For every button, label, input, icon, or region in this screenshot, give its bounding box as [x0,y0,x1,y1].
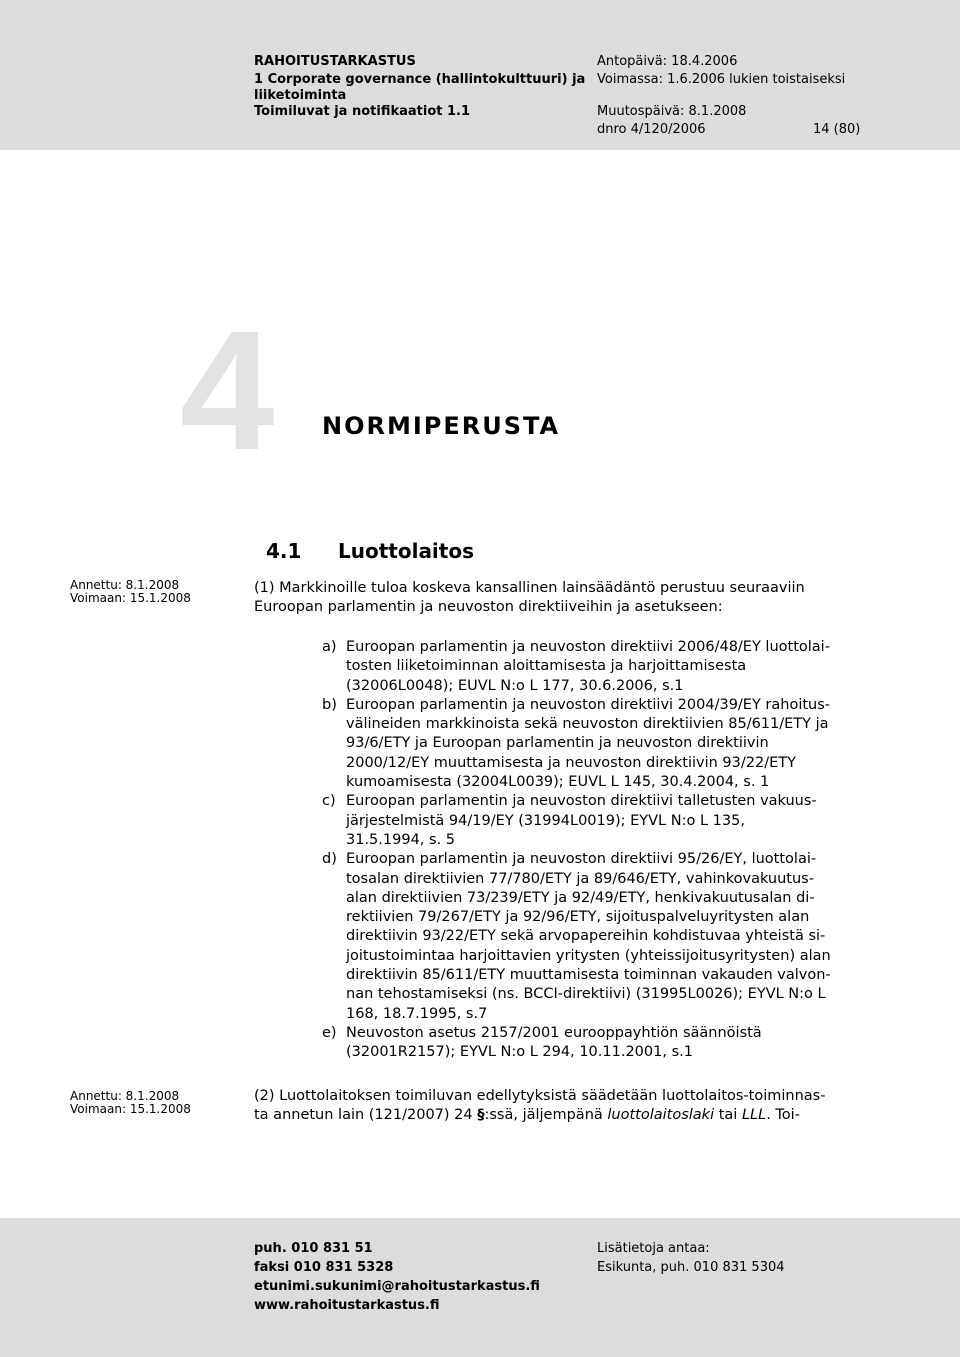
footer-email[interactable]: etunimi.sukunimi@rahoitustarkastus.fi [254,1279,540,1294]
section-title: Luottolaitos [338,539,474,563]
text-line: direktiivin 93/22/ETY sekä arvopapereihin kohdistuvaa yhteistä si- [346,928,826,945]
list-item [322,850,902,1024]
margin-note-effective: Voimaan: 15.1.2008 [70,1102,191,1116]
text-line: rektiivien 79/267/ETY ja 92/96/ETY, sijoituspalveluyritysten alan [346,909,810,926]
list-item-label: c) [322,793,336,810]
directive-list [322,638,902,1063]
text-line: (32006L0048); EUVL N:o L 177, 30.6.2006, s.1 [346,677,684,694]
page-number: 14 (80) [813,122,861,137]
margin-note-issued: Annettu: 8.1.2008 [70,578,180,592]
footer-info-label: Lisätietoja antaa: [597,1241,710,1256]
list-item-label: a) [322,639,337,655]
page-footer [0,1218,960,1357]
text-line: 2000/12/EY muuttamisesta ja neuvoston direktiivin 93/22/ETY [346,754,796,771]
text-line: Euroopan parlamentin ja neuvoston direktiivi 95/26/EY, luottolai- [346,851,817,868]
margin-note-issued: Annettu: 8.1.2008 [70,1089,180,1103]
list-item [322,696,902,792]
text-line: tosalan direktiivien 77/780/ETY ja 89/646/ETY, vahinkovakuutus- [346,870,814,887]
text-span: :ssä, jäljempänä [484,1107,608,1124]
text-line: (1) Markkinoille tuloa koskeva kansallinen lainsäädäntö perustuu seuraaviin [254,580,805,596]
paragraph-2 [254,1087,894,1126]
italic-term: luottolaitoslaki [607,1107,715,1124]
header-topic-line3: Toimiluvat ja notifikaatiot 1.1 [254,104,471,119]
text-line [254,1106,894,1125]
text-line: joitustoimintaa harjoittavien yritysten (yhteissijoitusyritysten) alan [346,947,831,964]
validity: Voimassa: 1.6.2006 lukien toistaiseksi [597,72,846,87]
text-line: 31.5.1994, s. 5 [346,831,456,848]
margin-note-effective: Voimaan: 15.1.2008 [70,591,191,605]
list-item [322,1024,902,1063]
text-span: ta annetun lain (121/2007) 24 [254,1107,478,1124]
chapter-title: NORMIPERUSTA [322,412,561,440]
text-line: Neuvoston asetus 2157/2001 eurooppayhtiön säännöistä [346,1024,762,1041]
text-line: Euroopan parlamentin ja neuvoston direktiivi 2004/39/EY rahoitus- [346,696,831,713]
margin-note [70,1090,191,1116]
margin-note [70,579,191,605]
modified-date: Muutospäivä: 8.1.2008 [597,104,747,119]
text-line: järjestelmistä 94/19/EY (31994L0019); EYVL N:o L 135, [346,812,745,829]
footer-fax: faksi 010 831 5328 [254,1260,394,1275]
text-line: välineiden markkinoista sekä neuvoston direktiivien 85/611/ETY ja [346,716,829,733]
chapter-number: 4 [180,296,275,486]
footer-info-contact: Esikunta, puh. 010 831 5304 [597,1260,785,1275]
text-span: tai [714,1107,742,1124]
footer-website[interactable]: www.rahoitustarkastus.fi [254,1298,440,1313]
footer-phone: puh. 010 831 51 [254,1241,373,1256]
org-name: RAHOITUSTARKASTUS [254,54,416,69]
section-sign: § [477,1107,485,1124]
header-topic-line1: 1 Corporate governance (hallintokulttuuri) ja [254,72,586,87]
text-line: alan direktiivien 73/239/ETY ja 92/49/ETY, henkivakuutusalan di- [346,889,815,906]
list-item-label: e) [322,1024,337,1041]
page-header [0,0,960,150]
text-line: 168, 18.7.1995, s.7 [346,1005,488,1022]
list-item-label: d) [322,851,337,868]
text-line: kumoamisesta (32004L0039); EUVL L 145, 30.4.2004, s. 1 [346,774,770,791]
issue-date: Antopäivä: 18.4.2006 [597,54,738,69]
text-line: Euroopan parlamentin ja neuvoston direktiiveihin ja asetukseen: [254,599,723,616]
text-span: . Toi- [766,1107,800,1124]
text-line: (32001R2157); EYVL N:o L 294, 10.11.2001, s.1 [346,1044,693,1061]
text-line: direktiivin 85/611/ETY muuttamisesta toiminnan vakauden valvon- [346,967,831,984]
text-line: tosten liiketoiminnan aloittamisesta ja harjoittamisesta [346,658,747,675]
text-line: Euroopan parlamentin ja neuvoston direktiivi talletusten vakuus- [346,793,817,810]
text-line: Euroopan parlamentin ja neuvoston direktiivi 2006/48/EY luottolai- [346,639,830,655]
text-line: nan tehostamiseksi (ns. BCCI-direktiivi) (31995L0026); EYVL N:o L [346,986,826,1003]
text-line: 93/6/ETY ja Euroopan parlamentin ja neuvoston direktiivin [346,735,769,752]
document-number: dnro 4/120/2006 [597,122,706,137]
list-item-label: b) [322,696,337,713]
list-item [322,792,902,850]
paragraph-1 [254,579,894,618]
section-number: 4.1 [266,539,302,563]
italic-abbreviation: LLL [741,1107,767,1124]
list-item [322,638,902,696]
text-line: (2) Luottolaitoksen toimiluvan edellytyksistä säädetään luottolaitos-toiminnas- [254,1088,826,1104]
header-topic-line2: liiketoiminta [254,88,347,103]
